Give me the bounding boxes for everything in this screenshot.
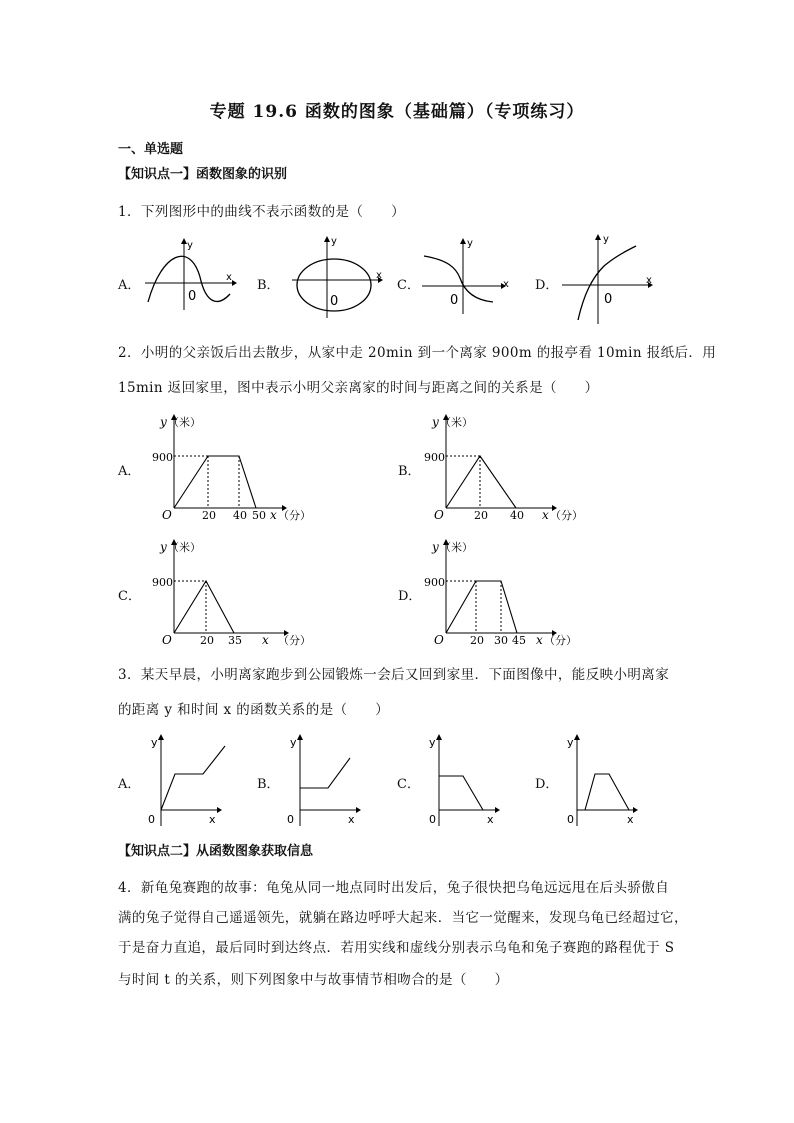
q3-option-b: B． xyxy=(257,777,280,792)
q3-graph-a xyxy=(145,730,235,830)
x-unit-label: （分） xyxy=(550,509,583,522)
axis-y-label: y xyxy=(432,540,439,554)
axis-x-label: x xyxy=(646,275,652,286)
x-tick: 20 xyxy=(202,509,216,522)
q1-graph-d xyxy=(558,228,658,328)
q2-graph-c xyxy=(152,535,322,650)
y-tick-900: 900 xyxy=(424,451,445,464)
x-tick: 35 xyxy=(228,634,242,647)
section-heading: 一、单选题 xyxy=(118,142,184,157)
origin-label: O xyxy=(434,633,444,647)
axis-x-label: x xyxy=(376,270,382,281)
question-4-line-4: 与时间 t 的关系，则下列图象中与故事情节相吻合的是（ ） xyxy=(118,972,509,988)
q1-option-c: C． xyxy=(397,278,420,293)
axis-y-label: y xyxy=(603,234,609,245)
axis-x-label: x xyxy=(226,272,232,283)
x-unit-label: （分） xyxy=(278,509,311,522)
x-unit-label: （分） xyxy=(278,634,311,647)
origin-label: 0 xyxy=(450,293,459,308)
y-unit-label: （米） xyxy=(168,541,201,554)
origin-label: O xyxy=(434,508,444,522)
x-tick: 20 xyxy=(474,509,488,522)
axis-x-label: x xyxy=(542,508,549,522)
y-unit-label: （米） xyxy=(168,416,201,429)
question-2-line-1: 2．小明的父亲饭后出去散步，从家中走 20min 到一个离家 900m 的报亭看 10min 报纸后．用 xyxy=(118,345,717,361)
axis-x-label: x xyxy=(503,279,509,290)
question-4-line-1: 4．新龟兔赛跑的故事：龟兔从同一地点同时出发后，兔子很快把乌龟远远甩在后头骄傲自 xyxy=(118,880,670,896)
x-tick: 30 xyxy=(494,634,508,647)
x-tick: 40 xyxy=(233,509,247,522)
axis-y-label: y xyxy=(160,415,167,429)
knowledge-point-1: 【知识点一】函数图象的识别 xyxy=(118,167,288,182)
x-tick: 50 xyxy=(252,509,266,522)
axis-y-label: y xyxy=(160,540,167,554)
axis-y-label: y xyxy=(290,736,297,749)
y-unit-label: （米） xyxy=(440,541,473,554)
q2-option-d: D． xyxy=(398,589,422,604)
axis-y-label: y xyxy=(429,736,436,749)
axis-y-label: y xyxy=(151,736,158,749)
axis-y-label: y xyxy=(432,415,439,429)
axis-y-label: y xyxy=(331,236,337,247)
x-unit-label: （分） xyxy=(544,634,577,647)
q1-graph-b xyxy=(290,230,390,320)
q1-graph-a xyxy=(140,232,240,312)
origin-label: 0 xyxy=(604,292,613,307)
axis-x-label: x xyxy=(209,813,216,826)
origin-label: 0 xyxy=(567,813,574,826)
y-tick-900: 900 xyxy=(152,576,173,589)
axis-y-label: y xyxy=(187,240,193,251)
y-tick-900: 900 xyxy=(152,451,173,464)
q2-graph-b xyxy=(424,410,594,525)
origin-label: 0 xyxy=(287,813,294,826)
axis-y-label: y xyxy=(467,238,473,249)
question-2-line-2: 15min 返回家里，图中表示小明父亲离家的时间与距离之间的关系是（ ） xyxy=(118,380,599,396)
q3-graph-c xyxy=(423,730,513,830)
origin-label: O xyxy=(162,633,172,647)
q3-option-c: C． xyxy=(397,777,420,792)
knowledge-point-2: 【知识点二】从函数图象获取信息 xyxy=(118,844,314,859)
q1-option-b: B． xyxy=(257,278,280,293)
q3-graph-d xyxy=(561,730,651,830)
q3-graph-b xyxy=(284,730,374,830)
x-tick: 40 xyxy=(510,509,524,522)
y-unit-label: （米） xyxy=(440,416,473,429)
q2-option-c: C． xyxy=(118,589,141,604)
x-tick: 20 xyxy=(470,634,484,647)
axis-x-label: x xyxy=(262,633,269,647)
x-tick: 45 xyxy=(512,634,526,647)
question-3-line-2: 的距离 y 和时间 x 的函数关系的是（ ） xyxy=(118,702,390,718)
q1-option-a: A． xyxy=(118,278,141,293)
axis-x-label: x xyxy=(348,813,355,826)
q2-option-b: B． xyxy=(398,464,421,479)
axis-x-label: x xyxy=(536,633,543,647)
x-tick: 20 xyxy=(200,634,214,647)
q2-option-a: A． xyxy=(118,464,141,479)
q2-graph-d xyxy=(424,535,594,650)
axis-x-label: x xyxy=(627,813,634,826)
axis-x-label: x xyxy=(487,813,494,826)
q3-option-a: A． xyxy=(118,777,141,792)
origin-label: 0 xyxy=(330,294,339,309)
axis-y-label: y xyxy=(567,736,574,749)
q1-graph-c xyxy=(418,232,518,317)
axis-x-label: x xyxy=(270,508,277,522)
origin-label: O xyxy=(162,508,172,522)
question-4-line-2: 满的兔子觉得自己遥遥领先，就躺在路边呼呼大起来．当它一觉醒来，发现乌龟已经超过它， xyxy=(118,910,688,926)
q3-option-d: D． xyxy=(535,777,559,792)
question-1-text: 1．下列图形中的曲线不表示函数的是（ ） xyxy=(118,204,405,220)
q1-option-d: D． xyxy=(535,278,559,293)
q2-graph-a xyxy=(152,410,322,525)
origin-label: 0 xyxy=(188,289,197,304)
question-4-line-3: 于是奋力直追，最后同时到达终点．若用实线和虚线分别表示乌龟和兔子赛跑的路程优于 S xyxy=(118,940,675,956)
y-tick-900: 900 xyxy=(424,576,445,589)
origin-label: 0 xyxy=(429,813,436,826)
page-title: 专题 19.6 函数的图象（基础篇）（专项练习） xyxy=(209,102,585,122)
origin-label: 0 xyxy=(148,813,155,826)
question-3-line-1: 3．某天早晨，小明离家跑步到公园锻炼一会后又回到家里．下面图像中，能反映小明离家 xyxy=(118,667,670,683)
